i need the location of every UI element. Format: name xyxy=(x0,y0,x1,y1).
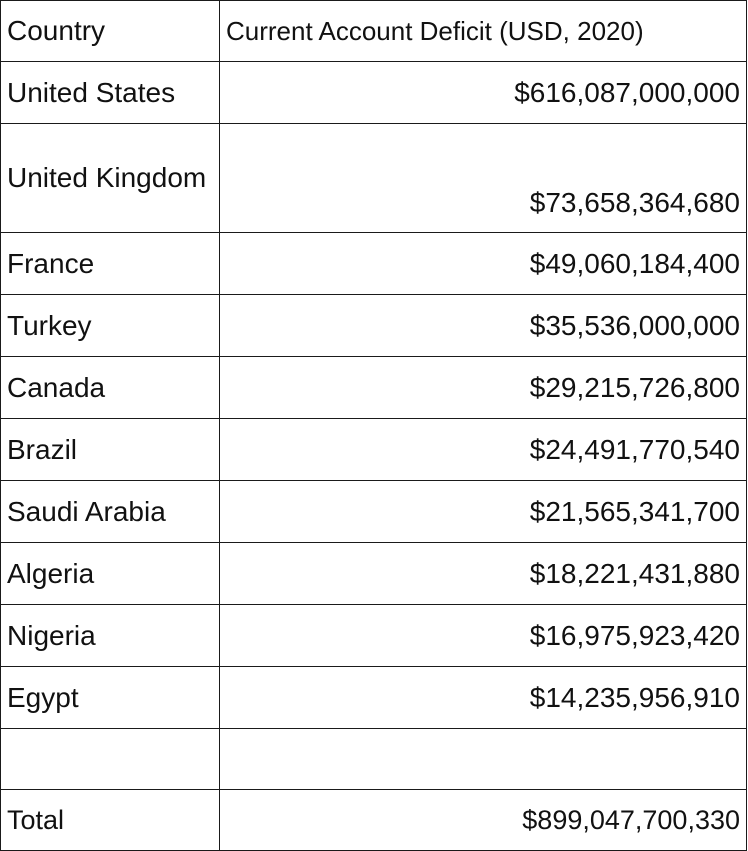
country-cell[interactable]: Egypt xyxy=(1,667,220,729)
country-cell[interactable]: Turkey xyxy=(1,295,220,357)
header-country-cell[interactable]: Country xyxy=(1,1,220,62)
deficit-cell[interactable]: $14,235,956,910 xyxy=(220,667,747,729)
deficit-cell[interactable]: $73,658,364,680 xyxy=(220,124,747,233)
empty-cell[interactable] xyxy=(1,729,220,790)
total-label-cell[interactable]: Total xyxy=(1,790,220,851)
deficit-cell[interactable]: $616,087,000,000 xyxy=(220,62,747,124)
total-value-cell[interactable]: $899,047,700,330 xyxy=(220,790,747,851)
total-row xyxy=(1,790,747,851)
deficit-cell[interactable]: $21,565,341,700 xyxy=(220,481,747,543)
empty-cell[interactable] xyxy=(220,729,747,790)
country-cell[interactable]: Brazil xyxy=(1,419,220,481)
header-row xyxy=(1,1,747,62)
deficit-cell[interactable]: $24,491,770,540 xyxy=(220,419,747,481)
deficit-cell[interactable]: $49,060,184,400 xyxy=(220,233,747,295)
table-row xyxy=(1,481,747,543)
country-cell[interactable]: Canada xyxy=(1,357,220,419)
country-cell[interactable]: Algeria xyxy=(1,543,220,605)
country-cell[interactable]: Nigeria xyxy=(1,605,220,667)
table-row xyxy=(1,295,747,357)
table-row xyxy=(1,667,747,729)
table-row xyxy=(1,233,747,295)
header-deficit-cell[interactable]: Current Account Deficit (USD, 2020) xyxy=(220,1,747,62)
table-row xyxy=(1,419,747,481)
table-row xyxy=(1,124,747,233)
table-row xyxy=(1,605,747,667)
deficit-cell[interactable]: $16,975,923,420 xyxy=(220,605,747,667)
country-cell[interactable]: Saudi Arabia xyxy=(1,481,220,543)
deficit-cell[interactable]: $18,221,431,880 xyxy=(220,543,747,605)
country-cell[interactable]: United Kingdom xyxy=(1,124,220,233)
deficit-cell[interactable]: $35,536,000,000 xyxy=(220,295,747,357)
empty-row xyxy=(1,729,747,790)
table-row xyxy=(1,62,747,124)
deficit-cell[interactable]: $29,215,726,800 xyxy=(220,357,747,419)
table-row xyxy=(1,357,747,419)
table-row xyxy=(1,543,747,605)
country-cell[interactable]: United States xyxy=(1,62,220,124)
country-cell[interactable]: France xyxy=(1,233,220,295)
